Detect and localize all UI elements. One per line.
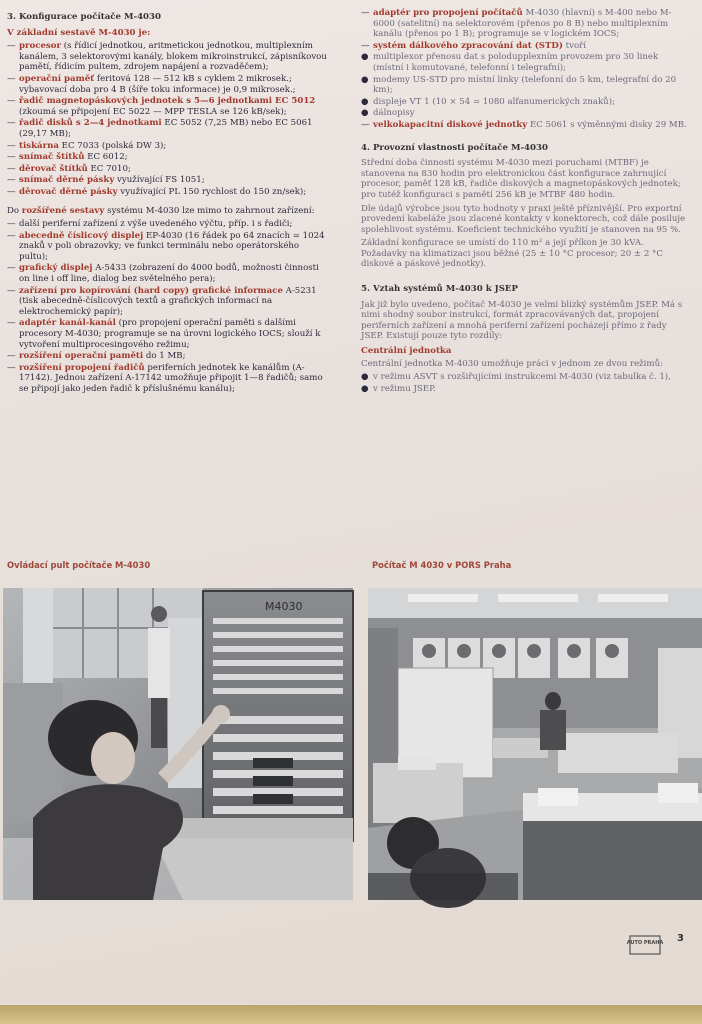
publisher-logo bbox=[626, 935, 664, 955]
console-photo-illustration bbox=[3, 588, 353, 900]
section5-paragraph: Jak již bylo uvedeno, počítač M-4030 je velmi blízký systémům JSEP. Má s nimi shodný soubor instrukcí, formát zpracovávaných dat, propojení periferních zařízení a mnohá periferní zařízení pocházejí přímo z řady JSEP. Existují pouze tyto rozdíly: bbox=[361, 299, 683, 342]
section4-paragraph: Dle údajů výrobce jsou tyto hodnoty v praxi ještě příznivější. Pro exportní provedení kabeláže jsou zlacené kontakty v konektorech, což dále posiluje spolehlivost systému. Koeficient technického využití je stanoven na 95 %. bbox=[361, 203, 686, 235]
list-item: — abecedně číslicový displej EP-4030 (16 řádek po 64 znacích = 1024 znaků v poli obrazovky; ve funkci terminálu nebo operátorského pultu); bbox=[7, 230, 325, 262]
central-unit-modes bbox=[361, 372, 691, 394]
photo-caption-right: Počítač M 4030 v PORS Praha bbox=[372, 560, 512, 570]
list-item: — rozšíření operační paměti do 1 MB; bbox=[7, 351, 186, 362]
photo-computer-room bbox=[368, 588, 702, 900]
list-item: — tiskárna EC 7033 (polská DW 3); bbox=[7, 140, 167, 151]
list-item: — děrovač děrné pásky využívající PL 150 rychlost do 150 zn/sek); bbox=[7, 186, 307, 197]
extended-config-list bbox=[7, 219, 329, 395]
list-item: ● dálnopisy bbox=[361, 108, 415, 119]
section5-heading: 5. Vztah systémů M-4030 k JSEP bbox=[361, 284, 518, 295]
list-item: — řadič magnetopáskových jednotek s 5—6 jednotkami EC 5012 (zkoumá se připojení EC 5022 — MPP TESLA se 126 kB/sek); bbox=[7, 96, 316, 117]
list-item: — systém dálkového zpracování dat (STD) tvoří bbox=[361, 40, 586, 51]
list-item: ● modemy US-STD pro místní linky (telefonní do 5 km, telegrafní do 20 km); bbox=[361, 74, 677, 96]
page-number: 3 bbox=[677, 933, 684, 944]
interconnect-list bbox=[361, 8, 691, 131]
list-item: — snímač děrné pásky využívající FS 1051; bbox=[7, 175, 205, 186]
section4-paragraph: Základní konfigurace se umístí do 110 m² a její příkon je 30 kVA. Požadavky na klimatizaci jsou běžné (25 ± 10 °C procesor; 20 ± 2 °C diskové a páskové jednotky). bbox=[361, 238, 663, 270]
list-item: — řadič disků s 2—4 jednotkami EC 5052 (7,25 MB) nebo EC 5061 (29,17 MB); bbox=[7, 118, 313, 139]
central-unit-heading: Centrální jednotka bbox=[361, 346, 452, 357]
list-item: — velkokapacitní diskové jednotky EC 5061 s výměnnými disky 29 MB. bbox=[361, 119, 687, 130]
list-item: — adaptér kanál-kanál (pro propojení operační paměti s dalšími procesory M-4030; programuje se na úrovni logického IOCS; slouží k vytvoření multiprocesingového režimu; bbox=[7, 318, 321, 350]
list-item: — grafický displej A-5433 (zobrazení do 4000 bodů, možnosti činnosti on line i off line, dialog bez světelného pera); bbox=[7, 263, 319, 285]
list-item: ● displeje VT 1 (10 × 54 = 1080 alfanumerických znaků); bbox=[361, 96, 615, 107]
central-unit-paragraph: Centrální jednotka M-4030 umožňuje práci v jednom ze dvou režimů: bbox=[361, 358, 664, 369]
list-item: — operační paměť feritová 128 — 512 kB s cyklem 2 mikrosek.; vybavovací doba pro 4 B (šíře toku informace) je 0,9 mikrosek.; bbox=[7, 73, 296, 95]
list-item: ● v režimu JSEP. bbox=[361, 383, 436, 394]
list-item: — snímač štítků EC 6012; bbox=[7, 152, 128, 163]
left-column bbox=[7, 8, 329, 396]
list-item: — zařízení pro kopírování (hard copy) grafické informace A-5231 (tisk abecedně-číslicových textů a grafických informací na elektrochemický papír); bbox=[7, 285, 317, 317]
list-item: — adaptér pro propojení počítačů M-4030 (hlavní) s M-400 nebo M-6000 (satelitní) na selektorovém (přenos po 8 B) nebo multiplexním kanálu (přenos po 1 B); programuje se v logickém IOCS; bbox=[361, 8, 672, 40]
list-item: — procesor (s řídicí jednotkou, aritmetickou jednotkou, multiplexním kanálem, 3 selektorovými kanály, blokem mikroinstrukcí, zápisníkovou pamětí, řídicím pultem, zdrojem napájení a rozvaděčem); bbox=[7, 41, 327, 73]
section4-paragraph: Střední doba činnosti systému M-4030 mezi poruchami (MTBF) je stanovena na 830 hodin pro elektronickou část konfigurace zahrnující procesor, paměť 128 kB, řadiče diskových a magnetopáskových jednotek; pro tutéž konfiguraci s pamětí 256 kB je MTBF 480 hodin. bbox=[361, 158, 681, 200]
list-item: — děrovač štítků EC 7010; bbox=[7, 163, 131, 174]
console-label: M4030 bbox=[265, 600, 303, 613]
list-item: — další periferní zařízení z výše uvedeného výčtu, příp. i s řadiči; bbox=[7, 219, 293, 230]
computer-room-illustration bbox=[368, 588, 702, 900]
basic-config-title: V základní sestavě M-4030 je: bbox=[7, 27, 151, 38]
right-column bbox=[361, 8, 691, 395]
publisher-logo-icon bbox=[626, 935, 664, 955]
svg-text:AUTO PRAHA: AUTO PRAHA bbox=[626, 940, 664, 946]
photo-control-console bbox=[3, 588, 353, 900]
list-item: ● v režimu ASVT s rozšiřujícími instrukcemi M-4030 (viz tabulka č. 1), bbox=[361, 372, 671, 383]
photo-caption-left: Ovládací pult počítače M-4030 bbox=[7, 560, 151, 570]
background-edge bbox=[0, 1005, 702, 1024]
basic-config-list bbox=[7, 41, 329, 197]
list-item: ● multiplexor přenosu dat s polodupplexním provozem pro 30 linek (místní i komutované, telefonní i telegrafní); bbox=[361, 52, 659, 73]
section4-heading: 4. Provozní vlastnosti počítače M-4030 bbox=[361, 142, 548, 153]
extended-config-intro: Do rozšířené sestavy systému M-4030 lze mimo to zahrnout zařízení: bbox=[7, 205, 315, 216]
section3-heading: 3. Konfigurace počítače M-4030 bbox=[7, 12, 161, 22]
list-item: — rozšíření propojení řadičů periferních jednotek ke kanálům (A-17142). Jednou zařízení A-17142 umožňuje připojit 1—8 řadičů; samo se připojí jako jeden řadič k příslušnému kanálu); bbox=[7, 362, 323, 394]
